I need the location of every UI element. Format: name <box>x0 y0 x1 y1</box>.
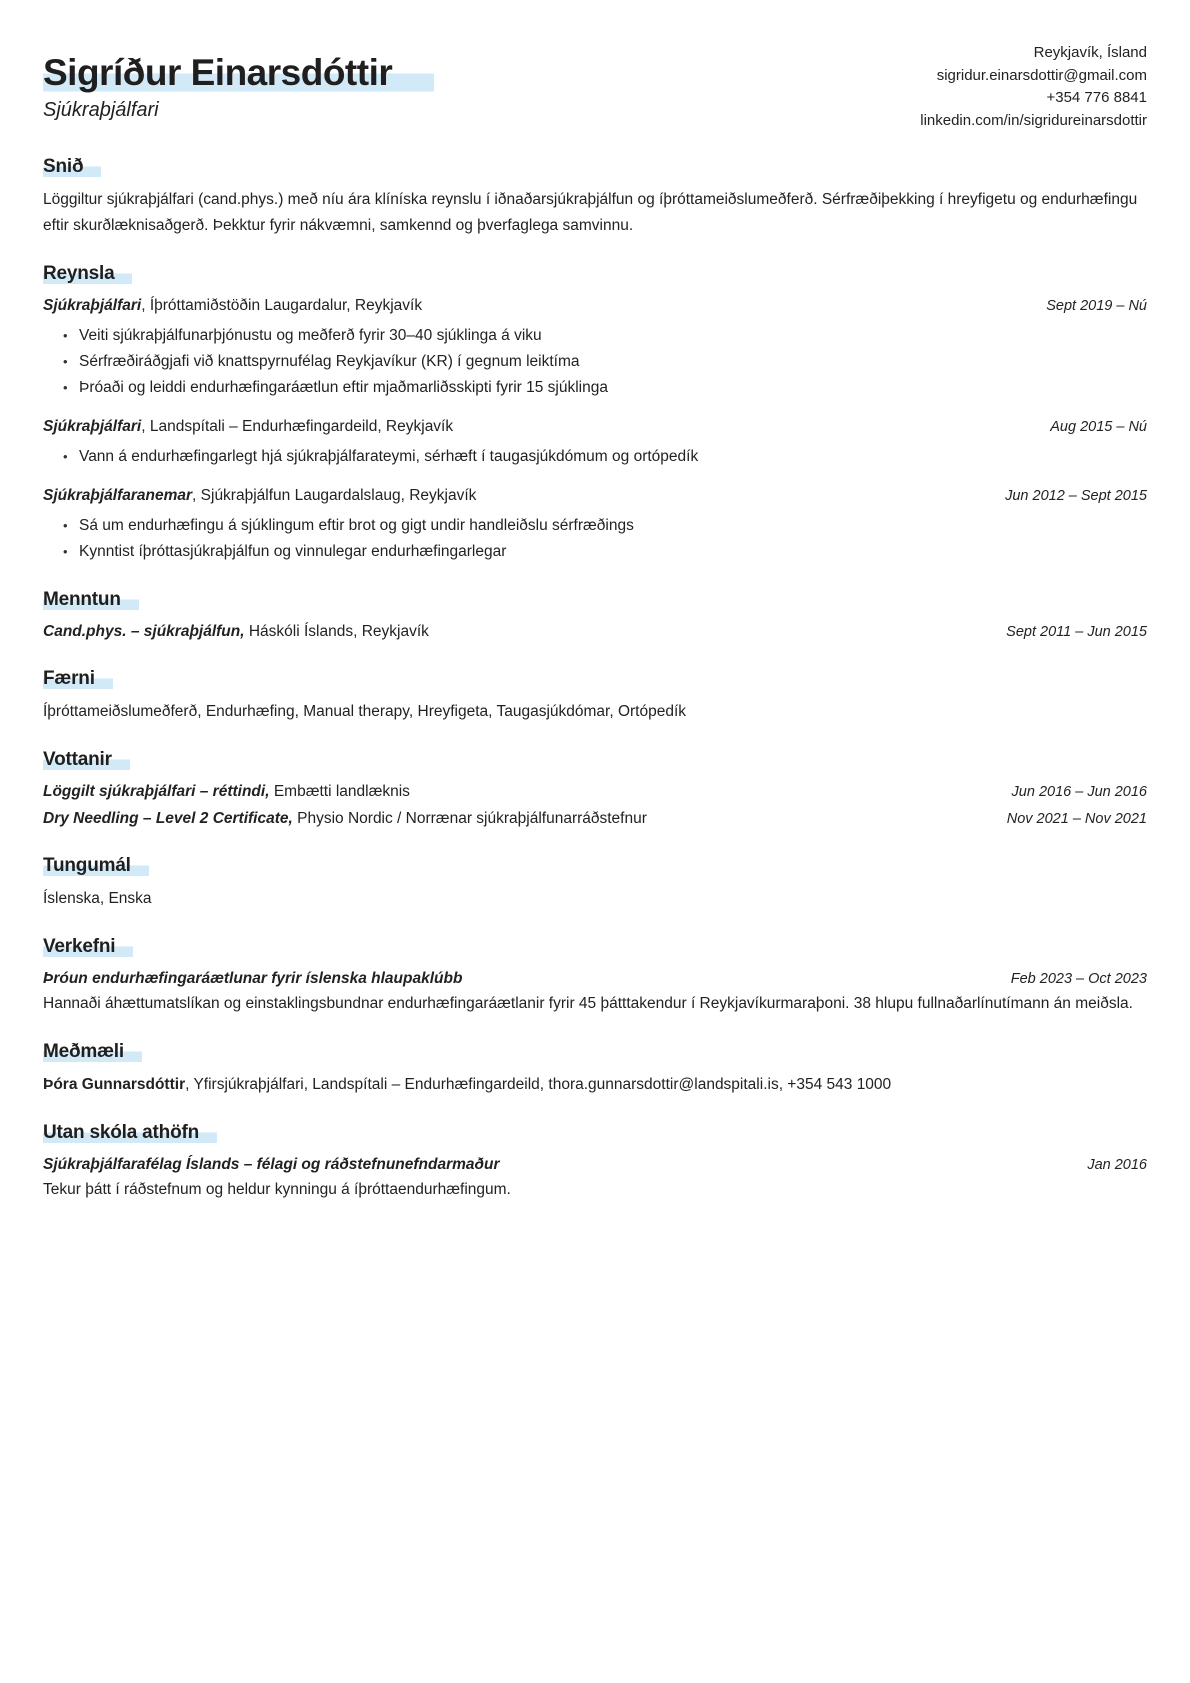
job-bullet: • Sérfræðiráðgjafi við knattspyrnufélag Reykjavíkur (KR) í gegnum leiktíma <box>43 349 1147 375</box>
person-name-heading <box>43 52 434 95</box>
job-bullet-list <box>43 444 1147 470</box>
job-dates: Aug 2015 – Nú <box>1050 419 1147 435</box>
experience-entry-title <box>43 294 422 318</box>
job-org: , Landspítali – Endurhæfingardeild, Reykjavík <box>141 418 454 435</box>
section-references <box>43 1041 1147 1098</box>
job-bullet: • Vann á endurhæfingarlegt hjá sjúkraþjálfarateymi, sérhæft í taugasjúkdómum og ortópedík <box>43 444 1147 470</box>
experience-entry-head <box>43 294 1147 318</box>
section-education <box>43 589 1147 644</box>
section-experience <box>43 263 1147 565</box>
job-org: , Sjúkraþjálfun Laugardalslaug, Reykjavík <box>192 487 477 504</box>
skills-heading: Færni <box>43 668 1147 690</box>
languages-text: Íslenska, Enska <box>43 890 152 907</box>
experience-entry-head <box>43 415 1147 439</box>
extracurricular-heading: Utan skóla athöfn <box>43 1122 1147 1144</box>
extracurricular-title: Sjúkraþjálfarafélag Íslands – félagi og ráðstefnunefndarmaður <box>43 1156 500 1173</box>
project-dates: Feb 2023 – Oct 2023 <box>1010 971 1147 987</box>
job-bullet-list <box>43 323 1147 401</box>
experience-entry-head <box>43 484 1147 508</box>
job-role: Sjúkraþjálfari <box>43 418 142 435</box>
summary-heading: Snið <box>43 156 1147 178</box>
section-extracurricular <box>43 1122 1147 1203</box>
experience-entry <box>43 294 1147 401</box>
section-certifications <box>43 749 1147 831</box>
experience-entry <box>43 415 1147 470</box>
job-role: Sjúkraþjálfaranemar <box>43 487 193 504</box>
education-title <box>43 620 429 644</box>
certification-dates: Jun 2016 – Jun 2016 <box>1011 784 1147 800</box>
contact-email: sigridur.einarsdottir@gmail.com <box>936 66 1147 84</box>
certification-title: Dry Needling – Level 2 Certificate, <box>43 810 293 827</box>
project-title: Þróun endurhæfingaráætlunar fyrir íslenska hlaupaklúbb <box>43 970 463 987</box>
job-bullet: • Kynntist íþróttasjúkraþjálfun og vinnulegar endurhæfingarlegar <box>43 539 1147 565</box>
summary-text: Löggiltur sjúkraþjálfari (cand.phys.) með níu ára klíníska reynslu í iðnaðarsjúkraþjálfun og íþróttameiðslumeðferð. Sérfræðiþekking í hreyfigetu og endurhæfingu eftir skurðlæknisaðgerð. Þekktur fyrir nákvæmni, samkennd og þverfaglega samvinnu. <box>43 191 1138 234</box>
contact-location: Reykjavík, Ísland <box>1033 44 1147 61</box>
job-bullet: • Þróaði og leiddi endurhæfingaráætlun eftir mjaðmarliðsskipti fyrir 15 sjúklinga <box>43 375 1147 401</box>
section-summary <box>43 156 1147 239</box>
extracurricular-entry-head <box>43 1153 1147 1177</box>
contact-block <box>920 40 1147 132</box>
experience-entry-title <box>43 484 476 508</box>
education-heading: Menntun <box>43 589 1147 611</box>
certification-title-line <box>43 807 647 831</box>
job-dates: Jun 2012 – Sept 2015 <box>1005 488 1147 504</box>
experience-entry <box>43 484 1147 565</box>
identity-block <box>43 40 434 122</box>
project-title-line <box>43 967 462 991</box>
education-school: Háskóli Íslands, Reykjavík <box>244 623 429 640</box>
job-bullet: • Veiti sjúkraþjálfunarþjónustu og meðferð fyrir 30–40 sjúklinga á viku <box>43 323 1147 349</box>
job-dates: Sept 2019 – Nú <box>1046 298 1147 314</box>
projects-heading: Verkefni <box>43 936 1147 958</box>
certification-entry <box>43 807 1147 831</box>
certification-issuer: Physio Nordic / Norrænar sjúkraþjálfunarráðstefnur <box>292 810 647 827</box>
person-job-title: Sjúkraþjálfari <box>43 98 159 121</box>
experience-entry-title <box>43 415 453 439</box>
experience-heading: Reynsla <box>43 263 1147 285</box>
project-entry-head <box>43 967 1147 991</box>
job-org: , Íþróttamiðstöðin Laugardalur, Reykjavík <box>141 297 423 314</box>
reference-name: Þóra Gunnarsdóttir <box>43 1076 186 1093</box>
skills-text: Íþróttameiðslumeðferð, Endurhæfing, Manual therapy, Hreyfigeta, Taugasjúkdómar, Ortópedík <box>43 703 687 720</box>
certification-dates: Nov 2021 – Nov 2021 <box>1006 811 1147 827</box>
person-name: Sigríður Einarsdóttir <box>43 52 434 93</box>
contact-phone: +354 776 8841 <box>1046 89 1147 106</box>
certification-title-line <box>43 780 410 804</box>
section-skills <box>43 668 1147 725</box>
reference-details: , Yfirsjúkraþjálfari, Landspítali – Endurhæfingardeild, thora.gunnarsdottir@landspitali.is, +354 543 1000 <box>185 1076 892 1093</box>
certification-title: Löggilt sjúkraþjálfari – réttindi, <box>43 783 270 800</box>
certification-issuer: Embætti landlæknis <box>269 783 410 800</box>
education-entry <box>43 620 1147 644</box>
education-degree: Cand.phys. – sjúkraþjálfun, <box>43 623 245 640</box>
extracurricular-dates: Jan 2016 <box>1087 1157 1147 1173</box>
project-description: Hannaði áhættumatslíkan og einstaklingsbundnar endurhæfingaráætlanir fyrir 45 þátttakendur í Reykjavíkurmaraþoni. 38 hlupu fullnaðarlínutímann án meiðsla. <box>43 995 1133 1012</box>
references-heading: Meðmæli <box>43 1041 1147 1063</box>
job-bullet: • Sá um endurhæfingu á sjúklingum eftir brot og gigt undir handleiðslu sérfræðings <box>43 513 1147 539</box>
contact-linkedin: linkedin.com/in/sigridureinarsdottir <box>920 111 1147 129</box>
extracurricular-title-line <box>43 1153 500 1177</box>
extracurricular-description: Tekur þátt í ráðstefnum og heldur kynningu á íþróttaendurhæfingum. <box>43 1181 511 1198</box>
resume-header <box>43 40 1147 132</box>
languages-heading: Tungumál <box>43 855 1147 877</box>
certifications-heading: Vottanir <box>43 749 1147 771</box>
job-bullet-list <box>43 513 1147 565</box>
education-dates: Sept 2011 – Jun 2015 <box>1006 624 1147 640</box>
reference-line <box>43 1072 1147 1098</box>
section-projects <box>43 936 1147 1017</box>
job-role: Sjúkraþjálfari <box>43 297 142 314</box>
certification-entry <box>43 780 1147 804</box>
section-languages <box>43 855 1147 912</box>
